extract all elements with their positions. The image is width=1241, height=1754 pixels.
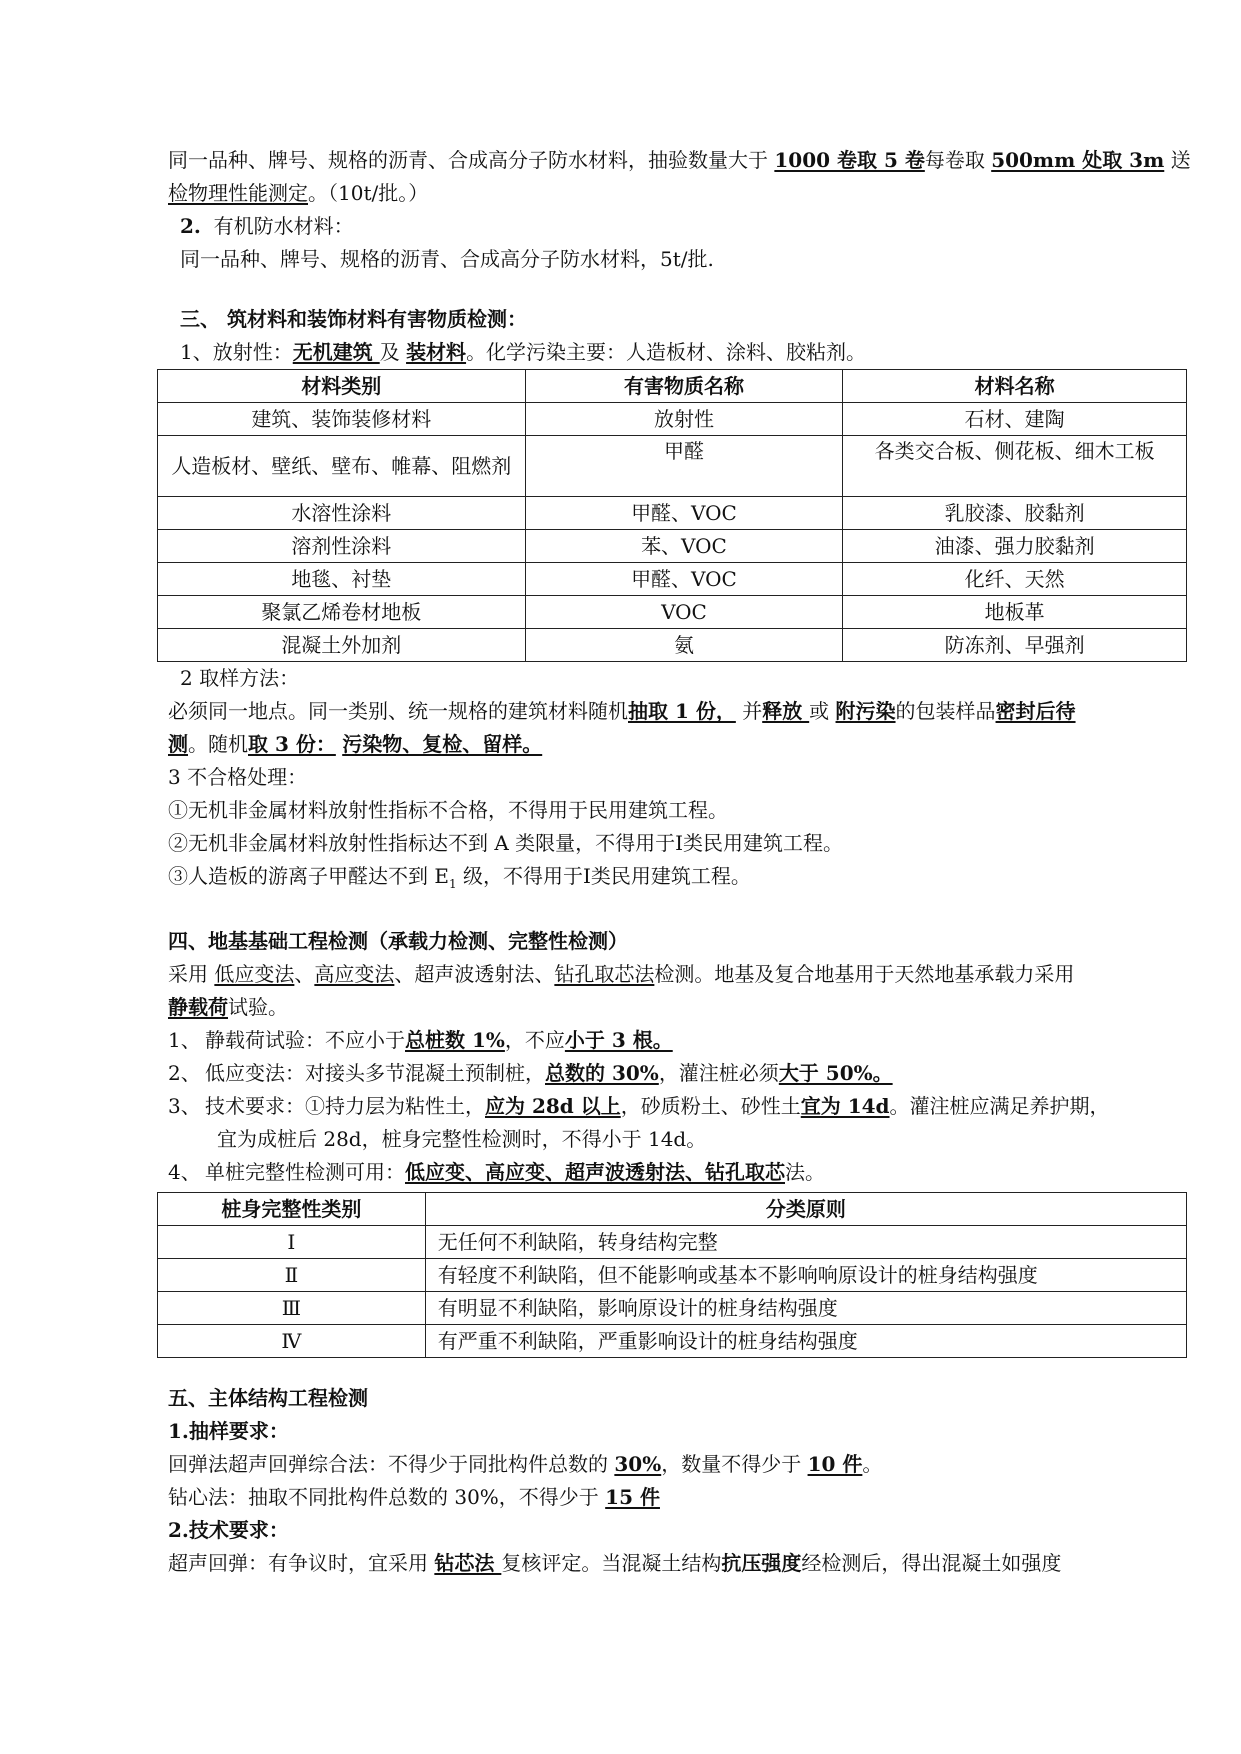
subsection-title: 3 不合格处理： bbox=[168, 765, 308, 789]
table-row: Ⅰ 无任何不利缺陷，转身结构完整 bbox=[158, 1226, 1187, 1259]
column-header: 有害物质名称 bbox=[525, 370, 843, 403]
subsection-title: 2 取样方法： bbox=[180, 666, 300, 690]
table-row: Ⅳ 有严重不利缺陷，严重影响设计的桩身结构强度 bbox=[158, 1325, 1187, 1358]
list-item: 1、 静载荷试验：不应小于总桩数 1%，不应小于 3 根。 bbox=[168, 1028, 673, 1052]
list-item-continuation: 宜为成桩后 28d，桩身完整性检测时，不得小于 14d。 bbox=[217, 1127, 707, 1151]
table-row: 人造板材、壁纸、壁布、帷幕、阻燃剂 甲醛 各类交合板、侧花板、细木工板 bbox=[158, 436, 1187, 497]
section-heading: 三、 筑材料和装饰材料有害物质检测： bbox=[180, 307, 527, 331]
table-row: Ⅲ 有明显不利缺陷，影响原设计的桩身结构强度 bbox=[158, 1292, 1187, 1325]
column-header: 桩身完整性类别 bbox=[158, 1193, 426, 1226]
paragraph: 回弹法超声回弹综合法：不得少于同批构件总数的 30%，数量不得少于 10 件。 bbox=[168, 1452, 883, 1476]
list-item: 2、 低应变法：对接头多节混凝土预制桩，总数的 30%，灌注桩必须大于 50%。 bbox=[168, 1061, 893, 1085]
column-header: 材料类别 bbox=[158, 370, 526, 403]
subsection-title: 1.抽样要求： bbox=[168, 1419, 289, 1443]
paragraph: 同一品种、牌号、规格的沥青、合成高分子防水材料，抽验数量大于 1000 卷取 5 卷每卷取 500mm 处取 3m 送 bbox=[168, 148, 1191, 172]
list-item: ③人造板的游离子甲醛达不到 $E_1$ 级，不得用于Ⅰ类民用建筑工程。 bbox=[168, 864, 751, 891]
paragraph: 超声回弹：有争议时，宜采用 钻芯法 复核评定。当混凝土结构抗压强度经检测后，得出混凝土如强度 bbox=[168, 1551, 1062, 1575]
table-header-row bbox=[158, 1193, 1187, 1226]
paragraph: 同一品种、牌号、规格的沥青、合成高分子防水材料，5t/批. bbox=[180, 247, 714, 271]
column-header: 材料名称 bbox=[843, 370, 1187, 403]
section-heading: 四、地基基础工程检测（承载力检测、完整性检测） bbox=[168, 929, 628, 953]
table-header-row bbox=[158, 370, 1187, 403]
hazard-table bbox=[157, 369, 1187, 662]
section-heading: 五、主体结构工程检测 bbox=[168, 1386, 368, 1410]
table-row: 地毯、衬垫 甲醛、VOC 化纤、天然 bbox=[158, 563, 1187, 596]
paragraph: 静载荷试验。 bbox=[168, 995, 288, 1019]
table-row: 溶剂性涂料 苯、VOC 油漆、强力胶黏剂 bbox=[158, 530, 1187, 563]
paragraph: 采用 低应变法、高应变法、超声波透射法、钻孔取芯法检测。地基及复合地基用于天然地基承载力采用 bbox=[168, 962, 1075, 986]
subsection-title: 2.技术要求： bbox=[168, 1518, 289, 1542]
list-item: 4、 单桩完整性检测可用：低应变、高应变、超声波透射法、钻孔取芯法。 bbox=[168, 1160, 825, 1184]
list-item: ①无机非金属材料放射性指标不合格，不得用于民用建筑工程。 bbox=[168, 798, 728, 822]
table-row: 建筑、装饰装修材料 放射性 石材、建陶 bbox=[158, 403, 1187, 436]
paragraph: 必须同一地点。同一类别、统一规格的建筑材料随机抽取 1 份， 并释放 或 附污染的包装样品密封后待 bbox=[168, 699, 1076, 723]
column-header: 分类原则 bbox=[425, 1193, 1186, 1226]
document-page bbox=[168, 144, 1198, 1580]
table-row: 混凝土外加剂 氨 防冻剂、早强剂 bbox=[158, 629, 1187, 662]
list-item: 2. 有机防水材料： bbox=[180, 214, 354, 238]
table-row: 水溶性涂料 甲醛、VOC 乳胶漆、胶黏剂 bbox=[158, 497, 1187, 530]
pile-integrity-table bbox=[157, 1192, 1187, 1358]
list-item: ②无机非金属材料放射性指标达不到 A 类限量，不得用于Ⅰ类民用建筑工程。 bbox=[168, 831, 844, 855]
paragraph: 1、放射性：无机建筑 及 装材料。化学污染主要：人造板材、涂料、胶粘剂。 bbox=[180, 340, 867, 364]
table-row: 聚氯乙烯卷材地板 VOC 地板革 bbox=[158, 596, 1187, 629]
list-item: 3、 技术要求：①持力层为粘性土，应为 28d 以上，砂质粉土、砂性土宜为 14d。灌注桩应满足养护期， bbox=[168, 1094, 1110, 1118]
table-row: Ⅱ 有轻度不利缺陷，但不能影响或基本不影响响原设计的桩身结构强度 bbox=[158, 1259, 1187, 1292]
paragraph: 测。随机取 3 份： 污染物、复检、留样。 bbox=[168, 732, 543, 756]
paragraph: 检物理性能测定。（10t/批。） bbox=[168, 181, 429, 205]
paragraph: 钻心法：抽取不同批构件总数的 30%，不得少于 15 件 bbox=[168, 1485, 660, 1509]
